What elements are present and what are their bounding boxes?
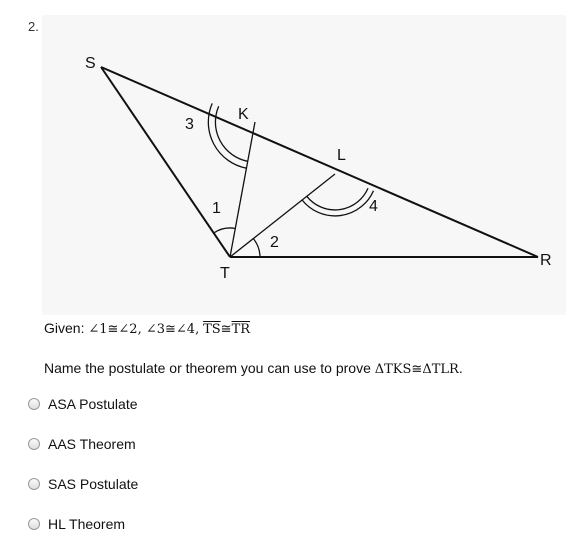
- question-number: 2.: [28, 19, 39, 34]
- option-label[interactable]: SAS Postulate: [48, 476, 139, 492]
- prompt-text: Name the postulate or theorem you can use to prove: [44, 360, 371, 376]
- radio-button[interactable]: [28, 398, 40, 410]
- option-aas-theorem[interactable]: [28, 434, 138, 454]
- angle-4-arc-outer: [302, 191, 373, 216]
- answer-options: [28, 394, 138, 547]
- point-label-S: S: [85, 55, 96, 72]
- point-label-L: L: [337, 147, 346, 164]
- radio-button[interactable]: [28, 518, 40, 530]
- option-label[interactable]: AAS Theorem: [48, 436, 136, 452]
- given-segment-tr: $\overline{TR}$: [231, 322, 251, 337]
- option-sas-postulate[interactable]: [28, 474, 138, 494]
- segment-TL: [230, 174, 335, 257]
- question-prompt: [44, 360, 463, 377]
- given-statement: [44, 320, 250, 337]
- radio-button[interactable]: [28, 438, 40, 450]
- triangle-diagram: [42, 15, 566, 315]
- angle-2-arc: [253, 238, 260, 257]
- angle-label-4: 4: [369, 198, 378, 215]
- option-label[interactable]: HL Theorem: [48, 516, 126, 532]
- point-label-R: R: [540, 252, 552, 269]
- given-segment-ts: $\overline{TS}$: [203, 322, 221, 337]
- angle-label-2: 2: [270, 234, 279, 251]
- option-asa-postulate[interactable]: [28, 394, 138, 414]
- point-label-K: K: [238, 106, 249, 123]
- option-label[interactable]: ASA Postulate: [48, 396, 138, 412]
- triangle-figure: [42, 15, 566, 315]
- given-congruent-symbol: ≅: [220, 322, 232, 337]
- angle-label-1: 1: [212, 200, 221, 217]
- given-label: Given:: [44, 320, 85, 336]
- angle-1-arc: [214, 228, 236, 233]
- angle-label-3: 3: [185, 116, 194, 133]
- given-angles: ∠1≅∠2, ∠3≅∠4,: [88, 322, 200, 337]
- point-label-T: T: [220, 265, 230, 282]
- option-hl-theorem[interactable]: [28, 514, 138, 534]
- angle-4-arc-inner: [307, 188, 368, 210]
- segment-TK: [230, 122, 255, 257]
- prompt-triangles: ΔTKS≅ΔTLR: [374, 362, 459, 377]
- prompt-end: .: [458, 360, 463, 376]
- radio-button[interactable]: [28, 478, 40, 490]
